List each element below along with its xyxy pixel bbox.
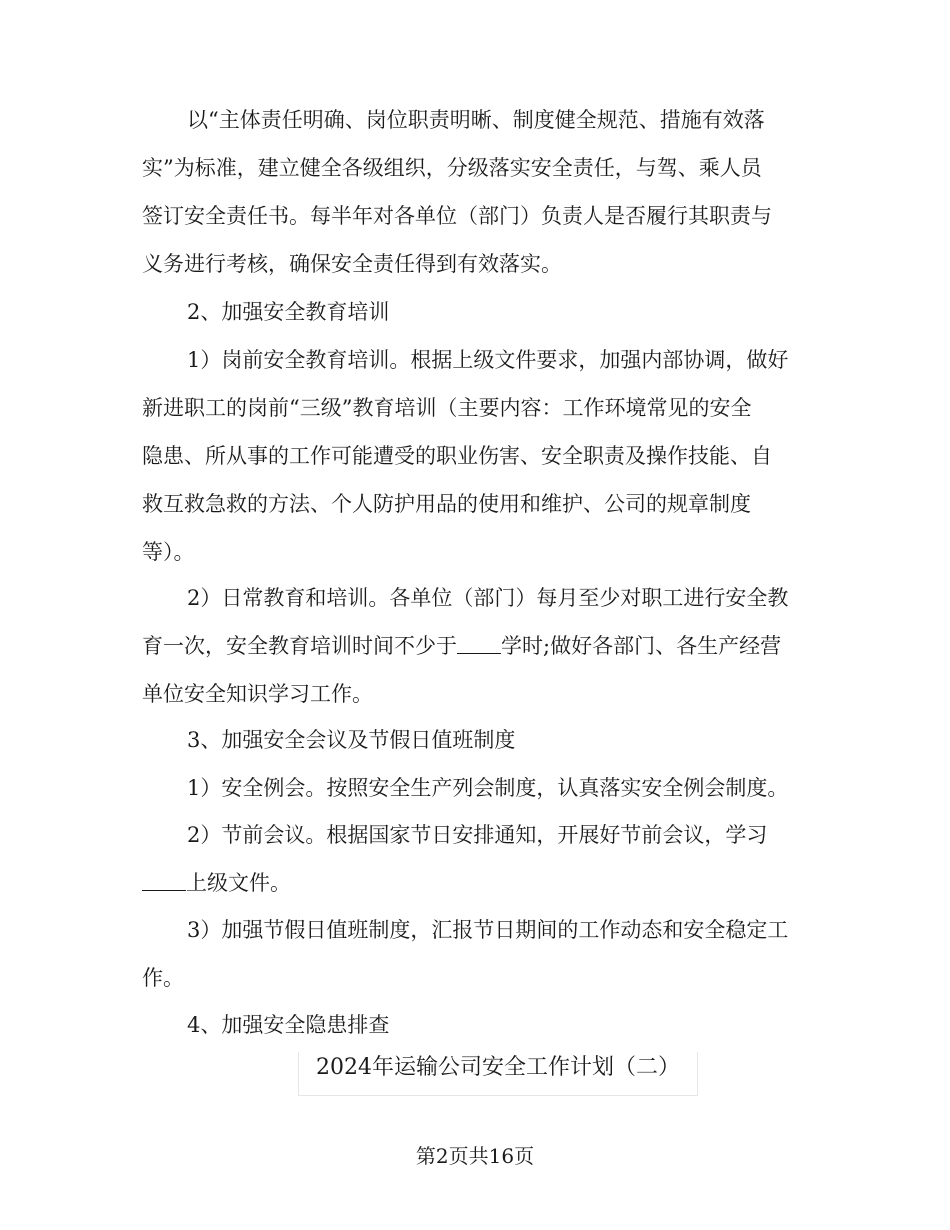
body-line bbox=[142, 963, 812, 993]
body-line bbox=[142, 441, 812, 471]
line-text: 实”为标准，建立健全各级组织，分级落实安全责任，与驾、乘人员 bbox=[142, 156, 762, 180]
body-line bbox=[187, 773, 812, 803]
line-text: 救互救急救的方法、个人防护用品的使用和维护、公司的规章制度 bbox=[142, 492, 751, 516]
line-text: 以“主体责任明确、岗位职责明晰、制度健全规范、措施有效落 bbox=[187, 108, 765, 132]
fill-in-blank bbox=[142, 870, 186, 891]
line-text: 新进职工的岗前“三级”教育培训（主要内容：工作环境常见的安全 bbox=[142, 396, 752, 420]
body-line bbox=[187, 345, 812, 375]
body-line bbox=[142, 868, 812, 898]
line-text: 3）加强节假日值班制度，汇报节日期间的工作动态和安全稳定工 bbox=[187, 918, 789, 942]
body-line bbox=[187, 725, 812, 755]
page-footer: 第2页共16页 bbox=[415, 1144, 535, 1168]
body-line bbox=[187, 297, 812, 327]
line-text: 1）岗前安全教育培训。根据上级文件要求，加强内部协调，做好 bbox=[187, 348, 789, 372]
fill-in-blank bbox=[457, 633, 501, 654]
body-line bbox=[187, 820, 812, 850]
line-text-after: 上级文件。 bbox=[186, 871, 291, 895]
line-text: 等）。 bbox=[142, 540, 195, 564]
body-line bbox=[187, 1010, 812, 1040]
body-line bbox=[142, 489, 812, 519]
line-text: 2、加强安全教育培训 bbox=[187, 300, 390, 324]
body-line bbox=[142, 393, 812, 423]
line-text: 1）安全例会。按照安全生产列会制度，认真落实安全例会制度。 bbox=[187, 776, 789, 800]
body-line bbox=[142, 537, 812, 567]
line-text: 3、加强安全会议及节假日值班制度 bbox=[187, 728, 516, 752]
body-line bbox=[187, 583, 812, 613]
line-text: 2）节前会议。根据国家节日安排通知，开展好节前会议，学习 bbox=[187, 823, 768, 847]
line-text-before: 育一次，安全教育培训时间不少于 bbox=[142, 634, 457, 658]
body-line bbox=[187, 915, 812, 945]
line-text: 义务进行考核，确保安全责任得到有效落实。 bbox=[142, 252, 562, 276]
line-text: 签订安全责任书。每半年对各单位（部门）负责人是否履行其职责与 bbox=[142, 204, 772, 228]
body-line bbox=[142, 153, 812, 183]
line-text-after: 学时;做好各部门、各生产经营 bbox=[501, 634, 782, 658]
line-text: 作。 bbox=[142, 966, 184, 990]
body-line bbox=[142, 679, 812, 709]
section-heading: 2024年运输公司安全工作计划（二） bbox=[316, 1055, 680, 1080]
body-line bbox=[187, 105, 812, 135]
body-line bbox=[142, 631, 812, 661]
line-text: 单位安全知识学习工作。 bbox=[142, 682, 373, 706]
body-line bbox=[142, 249, 812, 279]
body-line bbox=[142, 201, 812, 231]
line-text: 2）日常教育和培训。各单位（部门）每月至少对职工进行安全教 bbox=[187, 586, 789, 610]
line-text: 4、加强安全隐患排查 bbox=[187, 1013, 390, 1037]
line-text: 隐患、所从事的工作可能遭受的职业伤害、安全职责及操作技能、自 bbox=[142, 444, 772, 468]
